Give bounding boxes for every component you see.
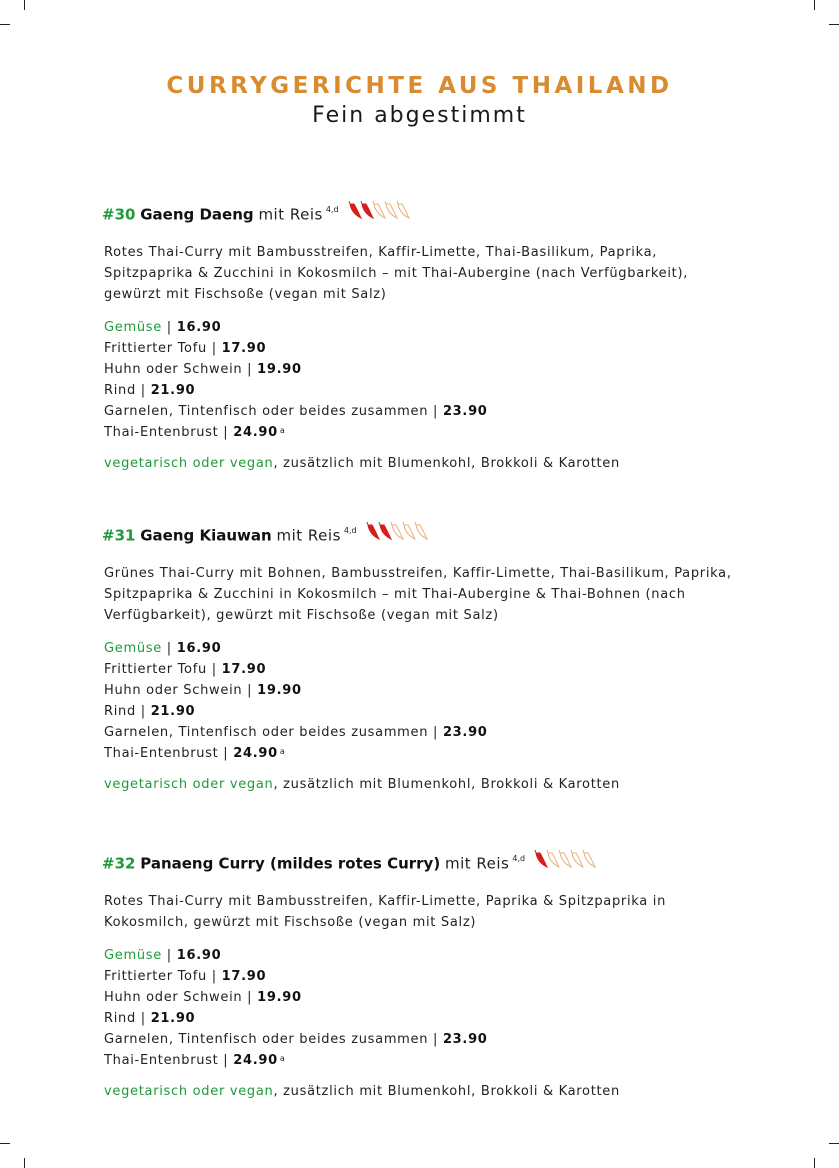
crop-mark <box>24 0 25 10</box>
price-row: Rind | 21.90 <box>104 1011 196 1026</box>
price-row: Thai-Entenbrust | 24.90 $^a$ <box>104 746 286 761</box>
option-price: 23.90 <box>442 725 488 740</box>
dish-suffix: mit Reis <box>258 205 323 224</box>
option-price: 23.90 <box>442 404 488 419</box>
price-row: Frittierter Tofu | 17.90 <box>104 341 267 356</box>
dish-section <box>104 202 744 474</box>
note-highlight: vegetarisch oder vegan <box>104 456 274 471</box>
crop-mark <box>0 1143 10 1144</box>
option-price: 16.90 <box>176 320 222 335</box>
note-text: , zusätzlich mit Blumenkohl, Brokkoli & Karotten <box>273 456 620 471</box>
option-price: 21.90 <box>150 704 196 719</box>
dish-suffix: mit Reis <box>444 854 510 873</box>
dish-heading <box>102 851 744 877</box>
option-label: Garnelen, Tintenfisch oder beides zusammen <box>104 725 429 740</box>
allergen-code: a <box>279 426 286 435</box>
chili-stem <box>547 850 548 853</box>
price-row: Frittierter Tofu | 17.90 <box>104 969 267 984</box>
option-label: Garnelen, Tintenfisch oder beides zusammen <box>104 404 429 419</box>
price-row: Gemüse | 16.90 <box>104 641 222 656</box>
dish-name: Gaeng Kiauwan <box>140 526 272 545</box>
dish-description: Rotes Thai-Curry mit Bambusstreifen, Kaffir-Limette, Paprika & Spitzpaprika in Kokosmilch, gewürzt mit Fischsoße (vegan mit Salz) <box>104 894 667 930</box>
dish-note <box>104 1081 744 1102</box>
dish-section <box>104 523 744 795</box>
chili-rating-icon <box>347 200 411 226</box>
option-price: 24.90 <box>233 1053 278 1068</box>
option-label: Gemüse <box>104 320 162 335</box>
option-price: 21.90 <box>150 383 196 398</box>
option-label: Frittierter Tofu <box>104 969 207 984</box>
option-price: 24.90 <box>233 425 278 440</box>
dish-number: #30 <box>102 205 136 224</box>
option-label: Gemüse <box>104 948 162 963</box>
dish-name: Panaeng Curry (mildes rotes Curry) <box>140 854 441 873</box>
crop-mark <box>24 1158 25 1168</box>
price-list <box>104 317 744 443</box>
crop-mark <box>814 1158 815 1168</box>
chili-filled <box>350 204 361 218</box>
chili-stem <box>367 522 368 525</box>
option-price: 19.90 <box>257 990 302 1005</box>
chili-rating-icon <box>365 521 429 547</box>
allergen-codes: 4,d <box>512 854 526 863</box>
option-label: Thai-Entenbrust <box>104 425 219 440</box>
chili-stem <box>535 850 536 853</box>
chili-empty <box>374 204 385 218</box>
note-text: , zusätzlich mit Blumenkohl, Brokkoli & Karotten <box>273 1084 620 1099</box>
dish-description: Rotes Thai-Curry mit Bambusstreifen, Kaffir-Limette, Thai-Basilikum, Paprika, Spitzpaprika & Zucchini in Kokosmilch – mit Thai-Aubergine (nach Verfügbarkeit), gewürzt mit Fischsoße (vegan mit Salz) <box>104 245 689 302</box>
dish-heading <box>102 523 744 549</box>
option-price: 23.90 <box>442 1032 488 1047</box>
crop-mark <box>814 0 815 10</box>
option-label: Huhn oder Schwein <box>104 990 243 1005</box>
option-price: 17.90 <box>221 341 267 356</box>
option-label: Rind <box>104 1011 136 1026</box>
price-row: Gemüse | 16.90 <box>104 948 222 963</box>
chili-empty <box>404 525 415 539</box>
chili-empty <box>392 525 403 539</box>
option-label: Frittierter Tofu <box>104 662 207 677</box>
dish-note <box>104 453 744 474</box>
option-price: 19.90 <box>257 362 302 377</box>
price-row: Huhn oder Schwein | 19.90 <box>104 683 302 698</box>
option-label: Rind <box>104 704 136 719</box>
chili-empty <box>416 525 427 539</box>
crop-mark <box>0 24 10 25</box>
chili-stem <box>571 850 572 853</box>
chili-empty <box>548 853 559 867</box>
note-text: , zusätzlich mit Blumenkohl, Brokkoli & Karotten <box>273 777 620 792</box>
dish-number: #32 <box>102 854 136 873</box>
dish-suffix: mit Reis <box>276 526 341 545</box>
chili-stem <box>583 850 584 853</box>
allergen-codes: 4,d <box>343 526 357 535</box>
price-row: Gemüse | 16.90 <box>104 320 222 335</box>
price-row: Rind | 21.90 <box>104 383 196 398</box>
option-label: Thai-Entenbrust <box>104 1053 219 1068</box>
price-row: Thai-Entenbrust | 24.90 $^a$ <box>104 425 286 440</box>
chili-empty <box>560 853 571 867</box>
chili-empty <box>386 204 397 218</box>
option-label: Huhn oder Schwein <box>104 683 243 698</box>
chili-stem <box>349 201 350 204</box>
crop-mark <box>829 24 839 25</box>
option-price: 19.90 <box>257 683 302 698</box>
price-row: Garnelen, Tintenfisch oder beides zusammen | 23.90 <box>104 404 488 419</box>
chili-empty <box>398 204 409 218</box>
price-row: Garnelen, Tintenfisch oder beides zusammen | 23.90 <box>104 725 488 740</box>
dish-heading <box>102 202 744 228</box>
dish-note <box>104 774 744 795</box>
option-price: 16.90 <box>176 641 222 656</box>
price-row: Frittierter Tofu | 17.90 <box>104 662 267 677</box>
chili-filled <box>368 525 379 539</box>
chili-rating-icon <box>533 849 597 875</box>
chili-filled <box>536 853 547 867</box>
option-label: Huhn oder Schwein <box>104 362 243 377</box>
chili-stem <box>379 522 380 525</box>
option-price: 24.90 <box>233 746 278 761</box>
option-label: Garnelen, Tintenfisch oder beides zusammen <box>104 1032 429 1047</box>
price-row: Garnelen, Tintenfisch oder beides zusammen | 23.90 <box>104 1032 488 1047</box>
chili-empty <box>584 853 595 867</box>
option-price: 17.90 <box>221 662 267 677</box>
allergen-code: a <box>279 1054 286 1063</box>
allergen-code: a <box>279 747 286 756</box>
note-highlight: vegetarisch oder vegan <box>104 1084 274 1099</box>
option-price: 17.90 <box>221 969 267 984</box>
crop-mark <box>829 1143 839 1144</box>
chili-stem <box>385 201 386 204</box>
option-label: Gemüse <box>104 641 162 656</box>
chili-stem <box>397 201 398 204</box>
price-list <box>104 638 744 764</box>
chili-empty <box>572 853 583 867</box>
price-row: Thai-Entenbrust | 24.90 $^a$ <box>104 1053 286 1068</box>
chili-filled <box>362 204 373 218</box>
chili-stem <box>403 522 404 525</box>
chili-stem <box>415 522 416 525</box>
price-row: Rind | 21.90 <box>104 704 196 719</box>
dish-description: Grünes Thai-Curry mit Bohnen, Bambusstreifen, Kaffir-Limette, Thai-Basilikum, Paprika, Spitzpaprika & Zucchini in Kokosmilch – mit Thai-Aubergine & Thai-Bohnen (nach Verfügbarkeit), gewürzt mit Fischsoße (vegan mit Salz) <box>104 566 732 623</box>
option-label: Rind <box>104 383 136 398</box>
option-price: 16.90 <box>176 948 222 963</box>
chili-stem <box>559 850 560 853</box>
price-row: Huhn oder Schwein | 19.90 <box>104 362 302 377</box>
dish-section <box>104 851 744 1102</box>
chili-filled <box>380 525 391 539</box>
note-highlight: vegetarisch oder vegan <box>104 777 274 792</box>
page-subtitle: Fein abgestimmt <box>312 103 527 128</box>
price-row: Huhn oder Schwein | 19.90 <box>104 990 302 1005</box>
dish-name: Gaeng Daeng <box>140 205 254 224</box>
option-label: Frittierter Tofu <box>104 341 207 356</box>
option-price: 21.90 <box>150 1011 196 1026</box>
chili-stem <box>373 201 374 204</box>
dish-number: #31 <box>102 526 136 545</box>
allergen-codes: 4,d <box>325 205 339 214</box>
page-header <box>0 70 839 130</box>
option-label: Thai-Entenbrust <box>104 746 219 761</box>
page-title: CURRYGERICHTE AUS THAILAND <box>166 73 673 99</box>
chili-stem <box>361 201 362 204</box>
price-list <box>104 945 744 1071</box>
chili-stem <box>391 522 392 525</box>
